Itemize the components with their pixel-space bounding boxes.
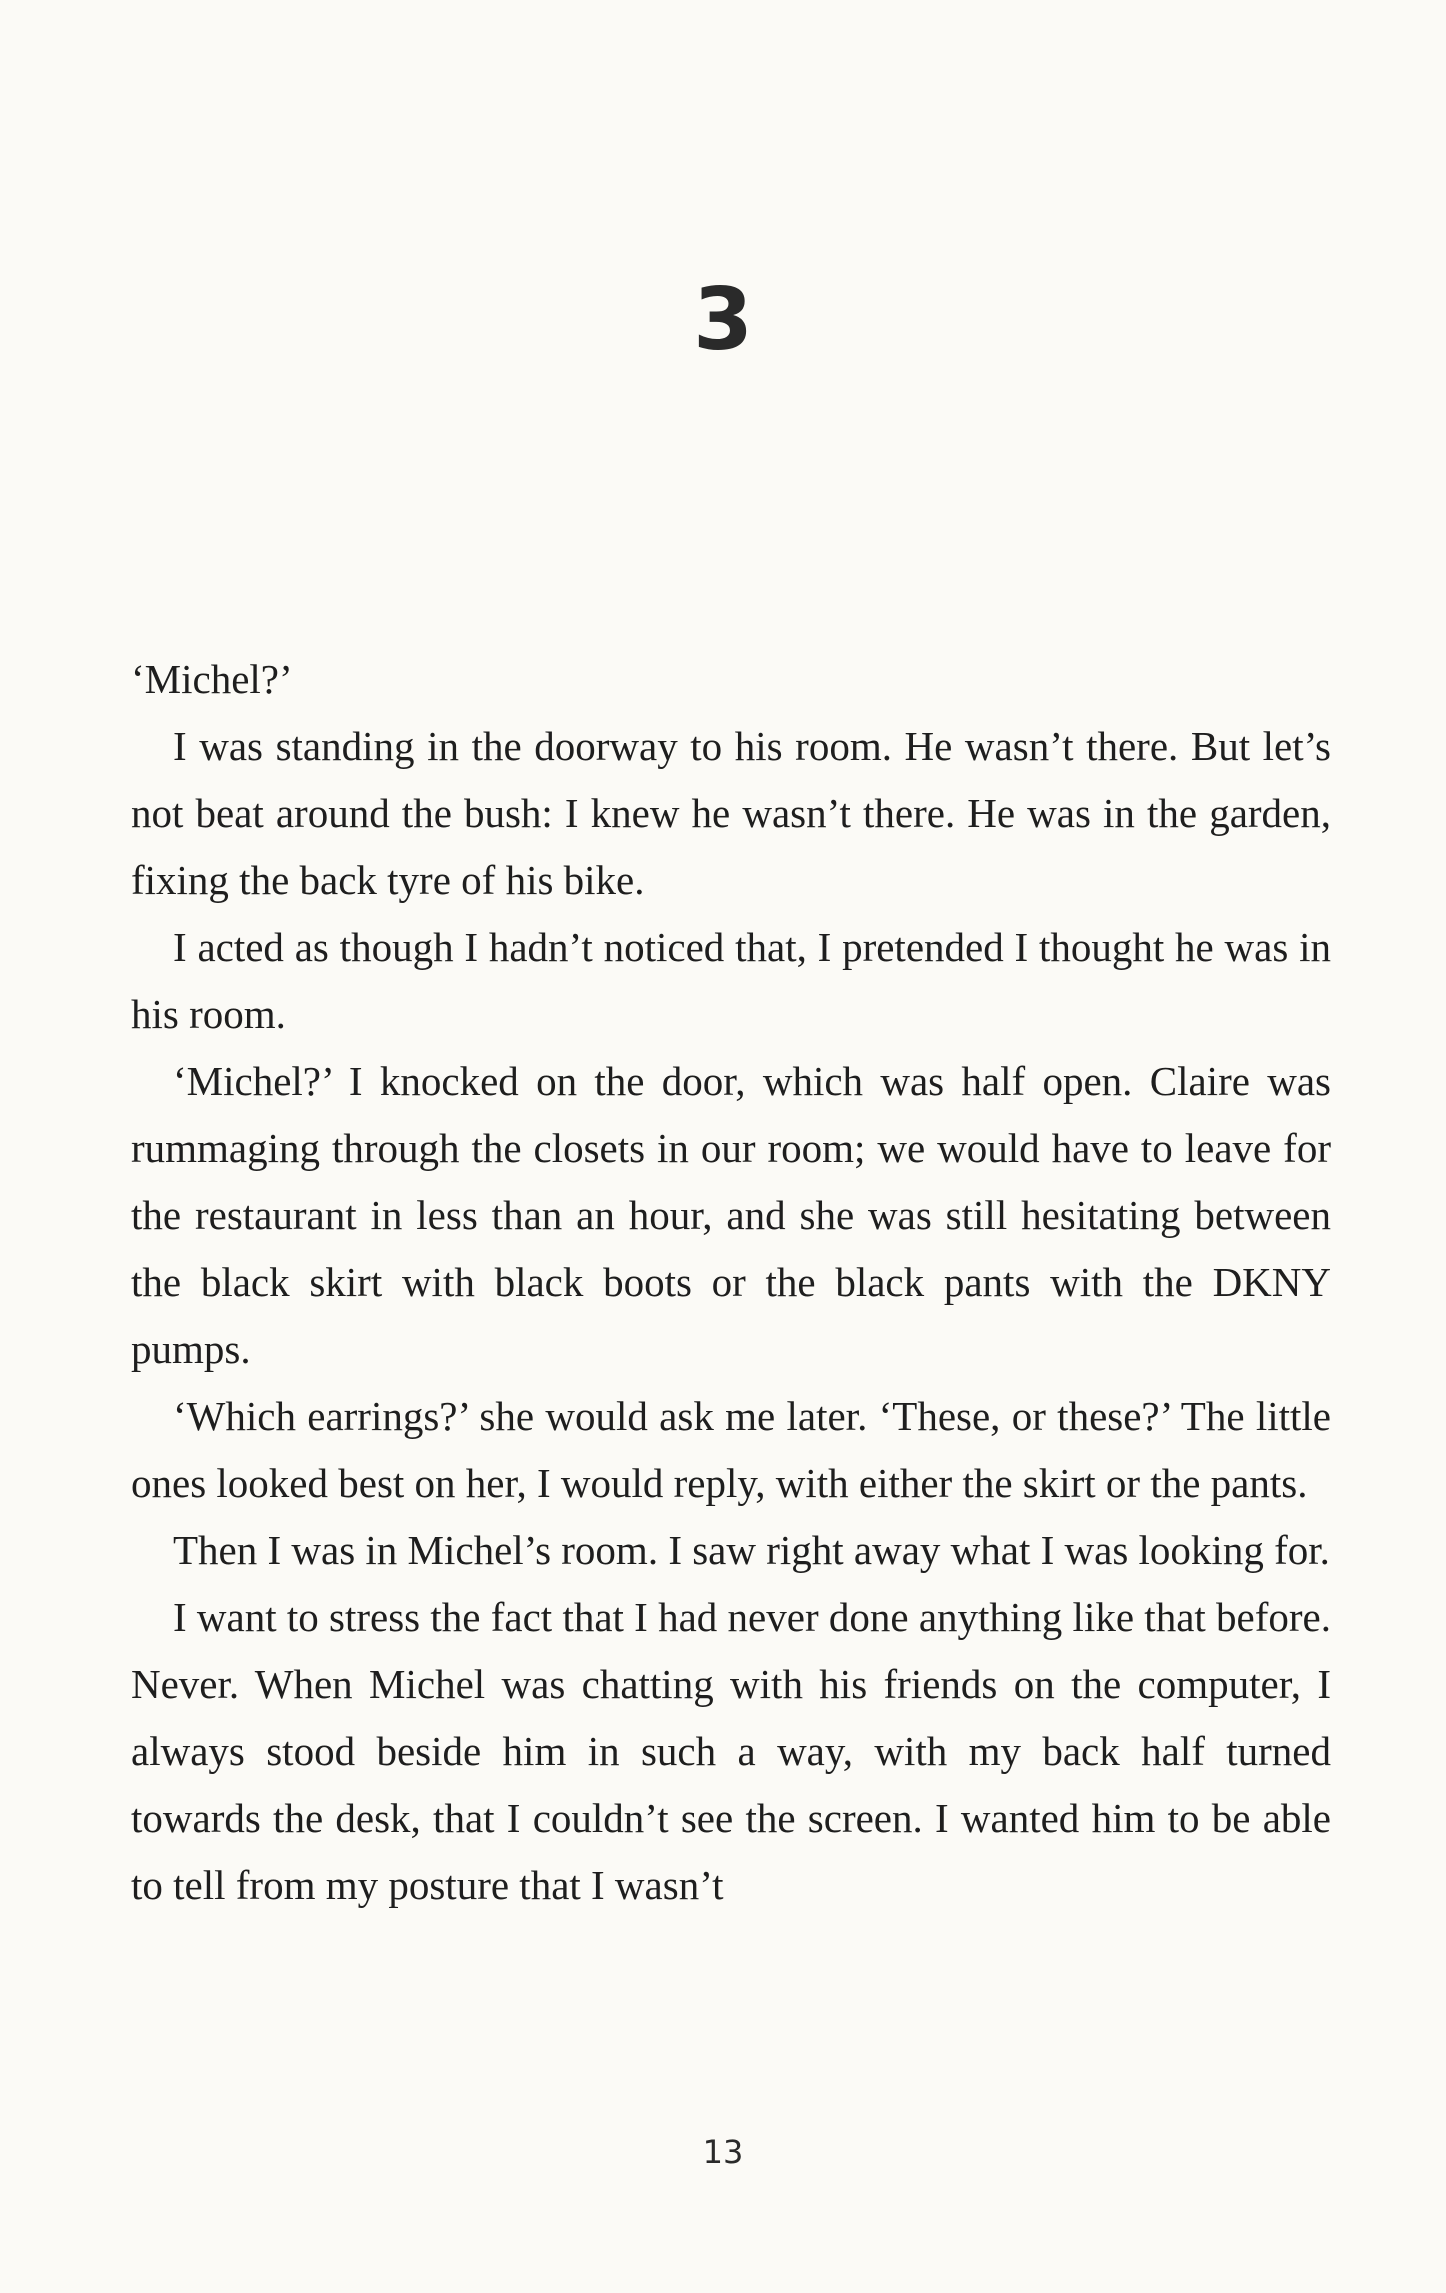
paragraph: Then I was in Michel’s room. I saw right away what I was looking for. <box>173 1527 1330 1573</box>
paragraph: I was standing in the doorway to his room. He wasn’t there. But let’s not beat around the bush: I knew he wasn’t there. He was in the garden, fixing the back tyre of his bike. <box>131 723 1331 903</box>
paragraph: I acted as though I hadn’t noticed that, I pretended I thought he was in his room. <box>131 924 1331 1037</box>
paragraph: ‘Which earrings?’ she would ask me later. ‘These, or these?’ The little ones looked best on her, I would reply, with either the skirt or the pants. <box>131 1393 1331 1506</box>
page-number: 13 <box>702 2133 744 2171</box>
paragraph: I want to stress the fact that I had never done anything like that before. Never. When Michel was chatting with his friends on the computer, I always stood beside him in such a way, with my back half turned towards the desk, that I couldn’t see the screen. I wanted him to be able to tell from my posture that I wasn’t <box>131 1594 1331 1908</box>
body-text <box>131 646 1331 1919</box>
paragraph: ‘Michel?’ I knocked on the door, which was half open. Claire was rummaging through the closets in our room; we would have to leave for the restaurant in less than an hour, and she was still hesitating between the black skirt with black boots or the black pants with the DKNY pumps. <box>131 1058 1331 1372</box>
paragraph: ‘Michel?’ <box>131 656 293 702</box>
chapter-number: 3 <box>693 270 753 370</box>
